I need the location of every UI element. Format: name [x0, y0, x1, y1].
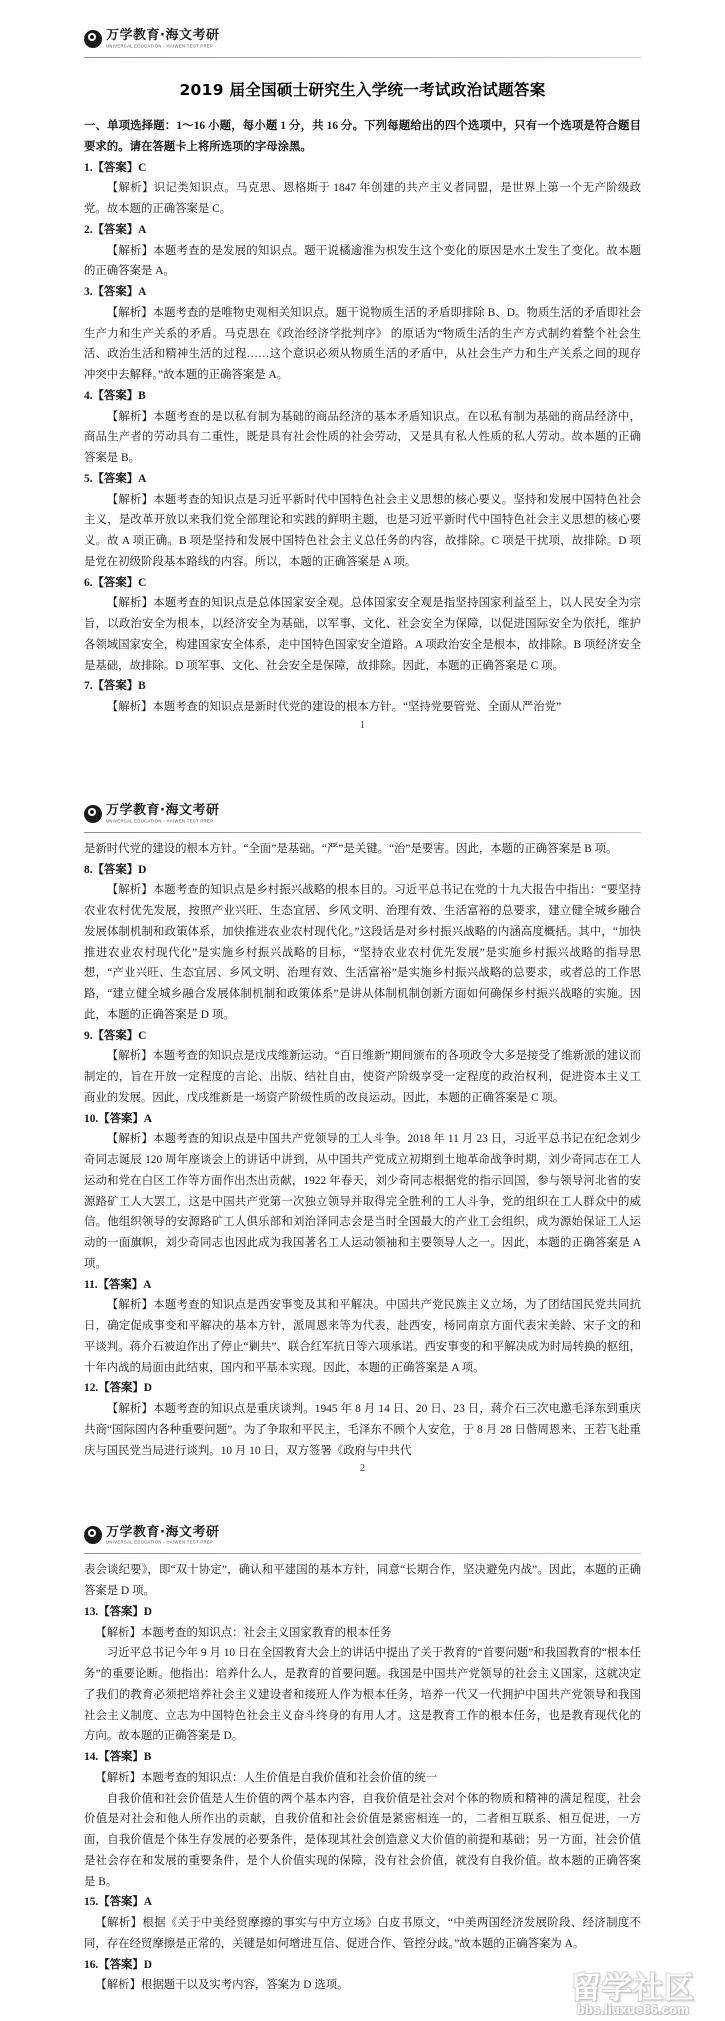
answer-item: 7.【答案】B [84, 680, 146, 693]
answer-item: 9.【答案】C [84, 1029, 147, 1042]
explanation-item: 【解析】本题考查的知识点是西安事变及其和平解决。中国共产党民族主义立场，为了团结国民党共同抗日，确定促成事变和平解决的基本方针，派周恩来等为代表，赴西安，杨同南京方面代表宋美龄、宋子文的和平谈判。蒋介石被迫作出了停止“剿共”、联合红军抗日等六项承诺。西安事变的和平解决成为时局转换的枢纽，十年内战的局面由此结束，国内和平基本实现。因此，本题的正确答案是 A 项。 [84, 1299, 641, 1374]
explanation-item: 【解析】本题考查的知识点是中国共产党领导的工人斗争。2018 年 11 月 23 日，习近平总书记在纪念刘少奇同志诞辰 120 周年座谈会上的讲话中讲到，从中国共产党成立初期到土地革命战争时期，刘少奇同志在工人运动和党在白区工作等方面作出杰出贡献，1922 年春天，刘少奇同志根据党的指示回国，参与领导河北省的安源路矿工人大罢工，这是中国共产党第一次独立领导并取得完全胜利的工人斗争，党的组织在工人群众中的威信。他组织领导的安源路矿工人俱乐部和刘治泽同志会是当时全国最大的产业工会组织，成为源始保证工人运动的一面旗帜，刘少奇同志也因此成为我国著名工人运动领袖和主要领导人之一。因此，本题的正确答案是 A 项。 [84, 1133, 641, 1270]
header-divider [84, 57, 641, 58]
answer-item: 10.【答案】A [84, 1112, 153, 1125]
answer-item: 16.【答案】D [84, 1958, 153, 1971]
brand-name-cn: 万学教育·海文考研 [106, 1524, 220, 1540]
document-page-2 [0, 783, 725, 1475]
explanation-item: 【解析】本题考查的是发展的知识点。题干说橘逾淮为枳发生这个变化的原因是水土发生了变化。故本题的正确答案是 A。 [84, 244, 641, 278]
page-header [84, 26, 641, 60]
page-header [84, 801, 641, 835]
explanation-item: 自我价值和社会价值是人生价值的两个基本内容，自我价值是社会对个体的物质和精神的满足程度，社会价值是对社会和他人所作出的贡献，自我价值和社会价值是紧密相连一的，二者相互联系、相互促进，一方面，自我价值是个体生存发展的必要条件，是体现其社会创造意义大价值的前提和基础；另一方面，社会价值是社会存在和发展的重要条件，是个人价值实现的保障，没有社会价值，就没有自我价值。故本题的正确答案是 B。 [84, 1792, 641, 1888]
header-divider [84, 832, 641, 833]
answer-item: 14.【答案】B [84, 1751, 152, 1763]
answer-item: 15.【答案】A [84, 1896, 153, 1909]
explanation-item: 习近平总书记今年 9 月 10 日在全国教育大会上的讲话中提出了关于教育的“首要问题”和我国教育的“根本任务”的重要论断。他指出：培养什么人，是教育的首要问题。我国是中国共产党领导的社会主义国家，这就决定了我们的教育必须把培养社会主义建设者和接班人作为根本任务，培养一代又一代拥护中国共产党领导和我国社会主义制度、立志为中国特色社会主义奋斗终身的有用人才。这是教育工作的根本任务，也是教育现代化的方向。故本题的正确答案是 D。 [84, 1647, 641, 1743]
answer-item: 3.【答案】A [84, 286, 147, 298]
answer-item: 8.【答案】D [84, 863, 147, 876]
explanation-item: 【解析】本题考查的知识点：人生价值是自我价值和社会价值的统一 [95, 1771, 438, 1784]
brand-name-cn: 万学教育·海文考研 [106, 803, 220, 819]
explanation-item: 【解析】本题考查的知识点是乡村振兴战略的根本目的。习近平总书记在党的十九大报告中指出：“要坚持农业农村优先发展，按照产业兴旺、生态宜居、乡风文明、治理有效、生活富裕的总要求，建立健全城乡融合发展体制机制和政策体系，加快推进农业农村现代化。”这段话是对乡村振兴战略的内涵高度概括。其中，“加快推进农业农村现代化”是实施乡村振兴战略的目标，“坚持农业农村优先发展”是实施乡村振兴战略的指导思想，“产业兴旺、生态宜居、乡风文明、治理有效、生活富裕”是实施乡村振兴战略的总要求，或者总的工作思路，“建立健全城乡融合发展体制机制和政策体系”是讲从体制机制创新方面如何确保乡村振兴战略的实施。因此，本题的正确答案是 D 项。 [84, 884, 641, 1021]
explanation-item: 【解析】根据《关于中美经贸摩擦的事实与中方立场》白皮书原文，“中美两国经济发展阶段、经济制度不同，存在经贸摩擦是正常的，关键是如何增进互信、促进合作、管控分歧。”故本题的正确答案为 A。 [84, 1917, 641, 1950]
watermark-title: 留学社区 [571, 1971, 695, 2006]
explanation-item: 【解析】本题考查的知识点是重庆谈判。1945 年 8 月 14 日、20 日、23 日，蒋介石三次电邀毛泽东到重庆共商“国际国内各种重要问题”。为了争取和平民主，毛泽东不顾个人安危，于 8 月 28 日偕周恩来、王若飞赴重庆与国民党当局进行谈判。10 月 10 日，双方签署《政府与中共代 [84, 1403, 641, 1457]
watermark-url: bbs.liuxue86.com [576, 2002, 690, 2017]
brand-name-en: UNIVERSAL EDUCATION - HAIWEN TEST PREP [106, 817, 214, 824]
answer-item: 5.【答案】A [84, 472, 147, 485]
explanation-item: 【解析】本题考查的知识点：社会主义国家教育的根本任务 [95, 1626, 392, 1639]
brand-logo [84, 26, 641, 48]
brand-logo [84, 801, 641, 823]
explanation-item: 【解析】本题考查的知识点是习近平新时代中国特色社会主义思想的核心要义。坚持和发展中国特色社会主义，是改革开放以来我们党全部理论和实践的鲜明主题，也是习近平新时代中国特色社会主义思想的核心要义。故 A 项正确。B 项是坚持和发展中国特色社会主义总任务的内容，故排除。C 项是干扰项，故排除。D 项是党在初级阶段基本路线的内容。所以，本题的正确答案是 A 项。 [84, 493, 641, 568]
answer-item: 12.【答案】D [84, 1382, 153, 1395]
explanation-item: 【解析】根据题干以及实考内容，答案为 D 选项。 [95, 1979, 349, 1992]
brand-logo-icon [84, 30, 102, 48]
brand-logo-icon [84, 805, 102, 823]
brand-logo [84, 1522, 641, 1544]
continued-paragraph: 表会谈纪要》，即“双十协定”，确认和平建国的基本方针，同意“长期合作，坚决避免内战”。因此，本题的正确答案是 D 项。 [84, 1564, 641, 1597]
answer-item: 4.【答案】B [84, 389, 146, 402]
explanation-item: 【解析】识记类知识点。马克思、恩格斯于 1847 年创建的共产主义者同盟，是世界上第一个无产阶级政党。故本题的正确答案是 C。 [84, 182, 641, 215]
answer-item: 11.【答案】A [84, 1278, 152, 1291]
answer-item: 1.【答案】C [84, 161, 147, 174]
brand-logo-text [106, 1526, 219, 1545]
answer-item: 6.【答案】C [84, 576, 147, 589]
explanation-item: 【解析】本题考查的是以私有制为基础的商品经济的基本矛盾知识点。在以私有制为基础的商品经济中，商品生产者的劳动具有二重性，既是具有社会性质的社会劳动，又是具有私人性质的私人劳动。故本题的正确答案是 B。 [84, 410, 641, 464]
page-header [84, 1522, 641, 1556]
section-intro: 一、单项选择题：1～16 小题，每小题 1 分，共 16 分。下列每题给出的四个选项中，只有一个选项是符合题目要求的。请在答题卡上将所选项的字母涂黑。 [84, 120, 641, 153]
explanation-item: 【解析】本题考查的知识点是总体国家安全观。总体国家安全观是指坚持国家利益至上，以人民安全为宗旨，以政治安全为根本，以经济安全为基础，以军事、文化、社会安全为保障，以促进国际安全为依托，维护各领域国家安全，构建国家安全体系，走中国特色国家安全道路。A 项政治安全是根本，故排除。B 项经济安全是基础，故排除。D 项军事、文化、社会安全是保障，故排除。因此，本题的正确答案是 C 项。 [84, 597, 641, 672]
document-page-3 [0, 1504, 725, 1996]
brand-name-en: UNIVERSAL EDUCATION - HAIWEN TEST PREP [106, 42, 214, 49]
page-break [0, 1474, 725, 1504]
explanation-item: 【解析】本题考查的知识点是新时代党的建设的根本方针。“坚持党要管党、全面从严治党” [106, 701, 562, 713]
explanation-item: 【解析】本题考查的是唯物史观相关知识点。题干说物质生活的矛盾即排除 B、D。物质生活的矛盾即社会生产力和生产关系的矛盾。马克思在《政治经济学批判序》 的原话为“物质生活的生产方式制约着整个社会生活、政治生活和精神生活的过程……这个意识必须从物质生活的矛盾中，从社会生产力和生产关系之间的现存冲突中去解释。”故本题的正确答案是 A。 [84, 306, 641, 381]
explanation-item: 【解析】本题考查的知识点是戊戌维新运动。“百日维新”期间颁布的各项政令大多是接受了维新派的建议而制定的，旨在开放一定程度的言论、出版、结社自由，使资产阶级享受一定程度的政治权利，促进资本主义工商业的发展。因此，戊戌维新是一场资产阶级性质的改良运动。因此，本题的正确答案是 C 项。 [84, 1050, 641, 1104]
answer-item: 2.【答案】A [84, 223, 147, 236]
brand-logo-text [106, 804, 219, 823]
page-number: 1 [360, 719, 365, 731]
brand-logo-text [106, 29, 219, 48]
brand-name-cn: 万学教育·海文考研 [106, 28, 220, 44]
answer-item: 13.【答案】D [84, 1605, 153, 1618]
page-title: 2019 届全国硕士研究生入学统一考试政治试题答案 [179, 81, 546, 99]
brand-name-en: UNIVERSAL EDUCATION - HAIWEN TEST PREP [106, 1538, 214, 1545]
page-break [0, 731, 725, 783]
document-page-1 [0, 0, 725, 731]
brand-logo-icon [84, 1526, 102, 1544]
header-divider [84, 1553, 641, 1554]
continued-paragraph: 是新时代党的建设的根本方针。“全面”是基础。“严”是关键。“治”是要害。因此，本题的正确答案是 B 项。 [84, 842, 618, 855]
page-number: 2 [360, 1463, 365, 1475]
